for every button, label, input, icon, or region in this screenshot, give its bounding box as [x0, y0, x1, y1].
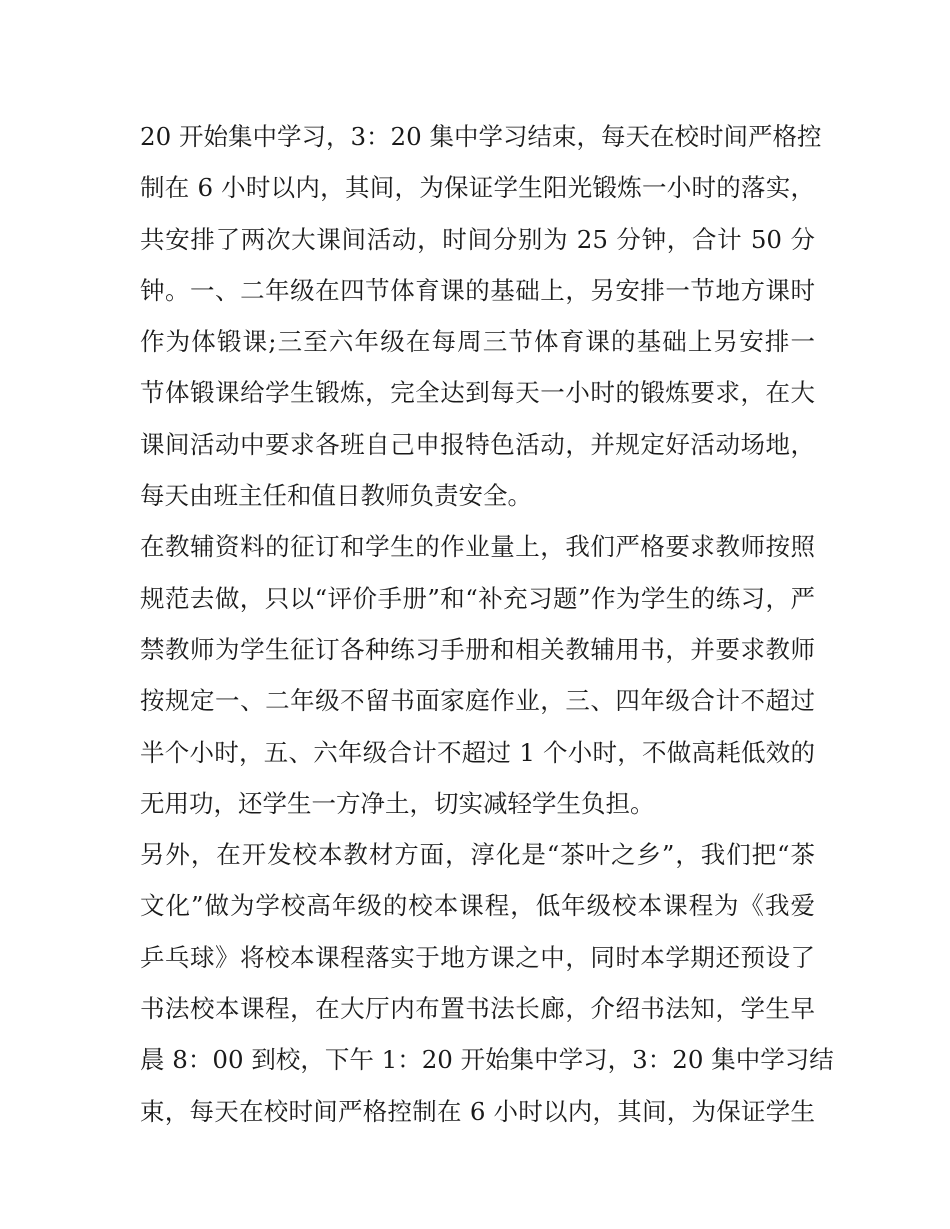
- text-line-7: 课间活动中要求各班自己申报特色活动，并规定好活动场地，: [140, 429, 815, 459]
- text-line-10: 规范去做，只以“评价手册”和“补充习题”作为学生的练习，严: [140, 583, 815, 613]
- text-line-1: 20 开始集中学习，3：20 集中学习结束，每天在校时间严格控: [140, 122, 822, 151]
- text-line-18: 书法校本课程，在大厅内布置书法长廊，介绍书法知，学生早: [140, 994, 815, 1024]
- text-line-2: 制在 6 小时以内，其间，为保证学生阳光锻炼一小时的落实，: [140, 173, 815, 203]
- text-line-20: 束，每天在校时间严格控制在 6 小时以内，其间，为保证学生: [140, 1096, 815, 1126]
- text-line-5: 作为体锻课;三至六年级在每周三节体育课的基础上另安排一: [140, 327, 815, 357]
- text-line-16: 文化”做为学校高年级的校本课程，低年级校本课程为《我爱: [140, 891, 815, 921]
- text-line-11: 禁教师为学生征订各种练习手册和相关教辅用书，并要求教师: [140, 634, 815, 664]
- text-line-13: 半个小时，五、六年级合计不超过 1 个小时，不做高耗低效的: [140, 737, 815, 767]
- text-line-14: 无用功，还学生一方净土，切实减轻学生负担。: [140, 788, 655, 818]
- text-line-3: 共安排了两次大课间活动，时间分别为 25 分钟，合计 50 分: [140, 224, 815, 254]
- text-line-6: 节体锻课给学生锻炼，完全达到每天一小时的锻炼要求，在大: [140, 378, 815, 408]
- text-line-4: 钟。一、二年级在四节体育课的基础上，另安排一节地方课时: [140, 275, 815, 305]
- text-line-19: 晨 8：00 到校，下午 1：20 开始集中学习，3：20 集中学习结: [140, 1045, 834, 1075]
- text-line-8: 每天由班主任和值日教师负责安全。: [140, 481, 532, 511]
- text-line-15: 另外，在开发校本教材方面，淳化是“茶叶之乡”，我们把“茶: [140, 840, 815, 870]
- text-line-9: 在教辅资料的征订和学生的作业量上，我们严格要求教师按照: [140, 532, 815, 562]
- text-line-12: 按规定一、二年级不留书面家庭作业，三、四年级合计不超过: [140, 686, 815, 716]
- text-line-17: 乒乓球》将校本课程落实于地方课之中，同时本学期还预设了: [140, 942, 815, 972]
- document-body: [140, 111, 834, 1137]
